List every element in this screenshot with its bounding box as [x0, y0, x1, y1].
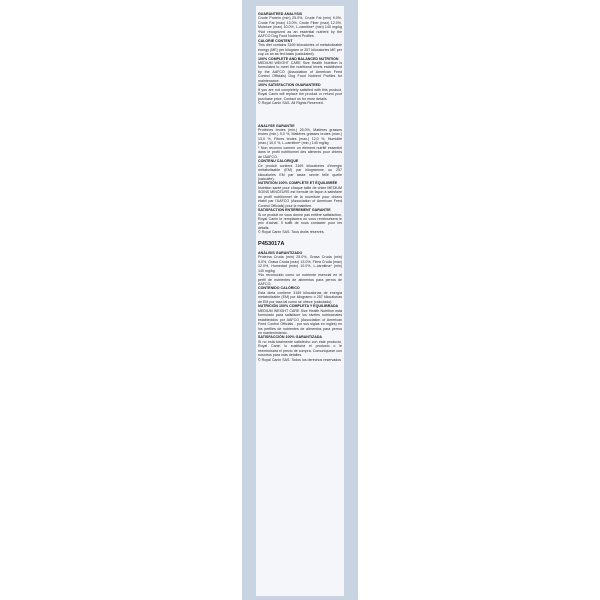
complete-balanced-heading: 100% COMPLETE AND BALANCED NUTRITION: [258, 56, 339, 61]
complete-balanced-text: MEDIUM WEIGHT CARE Size Health Nutrition is formulated to meet the nutritional levels established by the AAFCO (Association of American Feed Control Officials) Dog Food Nutrient Profiles for maintenance.: [258, 60, 342, 83]
copyright-text: © Royal Canin SAS. All Rights Reserved.: [258, 101, 324, 106]
satisfaction-garantie-text: Si ce produit ne vous donne pas entière satisfaction, Royal Canin le remplacera ou vous remboursera le prix d'achat. Il suffit de nous contacter pour les détails.: [258, 212, 342, 230]
satisfaction-garantie-heading: SATISFACTION ENTIÈREMENT GARANTIE: [258, 208, 331, 213]
calorie-content-heading: CALORIE CONTENT: [258, 38, 293, 43]
satisfaccion-garantizada-heading: SATISFACCIÓN 100% GARANTIZADA: [258, 335, 323, 340]
guaranteed-analysis-text: Crude Protein (min) 25.0%, Crude Fat (min) 9.0%, Crude Fat (max) 13.0%, Crude Fiber (max) 12.0%, Moisture (max) 10.0%, L-carnitine* (min) 140 mg/kg *Not recognized as an essential nutrient by the AAFCO Dog Food Nutrient Profiles.: [258, 16, 342, 39]
spanish-section: [258, 251, 342, 362]
satisfaction-text: If you are not completely satisfied with this product, Royal Canin will replace the product or refund your purchase price. Contact us for more details.: [258, 87, 342, 101]
guaranteed-analysis-heading: GUARANTEED ANALYSIS: [258, 12, 303, 16]
analyse-garantie-text: Protéines brutes (min.) 25,0%, Matières grasses brutes (min.) 9,0 %, Matières grasses brutes (max.) 13,0 %, Fibres brutes (max.) 12,0 %, Humidité (max.) 10,0 %, L-carnitine* (min.) 140 mg/kg: [258, 127, 342, 146]
nutricion-completa-text: MEDIUM WEIGHT CARE Size Health Nutrition está formulado para satisfacer los niveles nutricionales establecidos por AAFCO (Association of American Feed Control Officials - por sus siglas en inglés) en los perfiles de nutrientes de alimentos para perros en mantenimiento.: [258, 308, 342, 335]
analisis-garantizado-text: Proteína Cruda (min) 25.0%, Grasa Cruda (min) 9.0%, Grasa Cruda (máx) 13.0%, Fibra Cruda (máx) 12.0%, Humedad (máx) 10.0%, L-carnitina* (min) 140 mg/kg: [258, 255, 342, 273]
droits-reserves-text: © Royal Canin SAS. Tous droits réservés.: [258, 230, 325, 235]
french-section: [258, 124, 342, 235]
english-section: [258, 12, 342, 106]
contenu-calorique-text: Ce produit contient 3169 kilocalories d'énergie métabolisable (EM) par kilogramme ou 257 kilocalories EM par tasse servie telle quelle (calculée).: [258, 163, 342, 181]
product-code: P453017A: [258, 240, 285, 247]
analisis-garantizado-heading: ANÁLISIS GARANTIZADO: [258, 250, 303, 255]
derechos-reservados-text: © Royal Canin SAS. Todos los derechos reservados: [258, 357, 342, 362]
nutrition-label: [256, 6, 344, 596]
nutrition-complete-text: Nutrition santé pour chaque taille de chien MEDIUM SOINS MINCEURS est formulé de façon à satisfaire au profil nutritionnel de la nourriture pour chiens établi par l'AAFCO (Association of American Feed Control Officials) pour le maintien.: [258, 185, 342, 208]
contenu-calorique-heading: CONTENU CALORIQUE: [258, 159, 299, 164]
satisfaccion-garantizada-text: Si no está totalmente satisfecho con este producto, Royal Canin lo sustituirá el producto o le reembolsará el precio de compra. Comuníquese con nosotros para más detalles.: [258, 339, 342, 358]
analisis-garantizado-note: *No reconocido como un nutriente esencial en el perfil de nutrientes de alimentos para perros de AAFCO.: [258, 273, 342, 287]
contenido-calorico-text: Esta dieta contiene 3169 kilocalorías de energía metabolizable (EM) por kilogramo o 257 kilocalorías de EM por taza tal como se ofrece (calculado).: [258, 290, 342, 304]
analyse-garantie-heading: ANALYSE GARANTIE: [258, 123, 295, 128]
contenido-calorico-heading: CONTENIDO CALÓRICO: [258, 286, 300, 291]
satisfaction-heading: 100% SATISFACTION GUARANTEED: [258, 83, 321, 88]
analyse-garantie-note: * Non reconnu comme un élément nutritif essentiel dans le profil nutritionnel des aliments pour chiens de l'AAFCO.: [258, 145, 342, 159]
calorie-content-text: This diet contains 3169 kilocalories of metabolizable energy (ME) per kilogram or 257 kilocalories ME per cup on an as fed basis (calculated).: [258, 43, 342, 57]
nutricion-completa-heading: NUTRICIÓN 100% COMPLETA Y EQUILIBRADA: [258, 304, 339, 309]
nutrition-complete-heading: NUTRITION 100% COMPLÈTE ET ÉQUILIBRÉE: [258, 181, 338, 186]
